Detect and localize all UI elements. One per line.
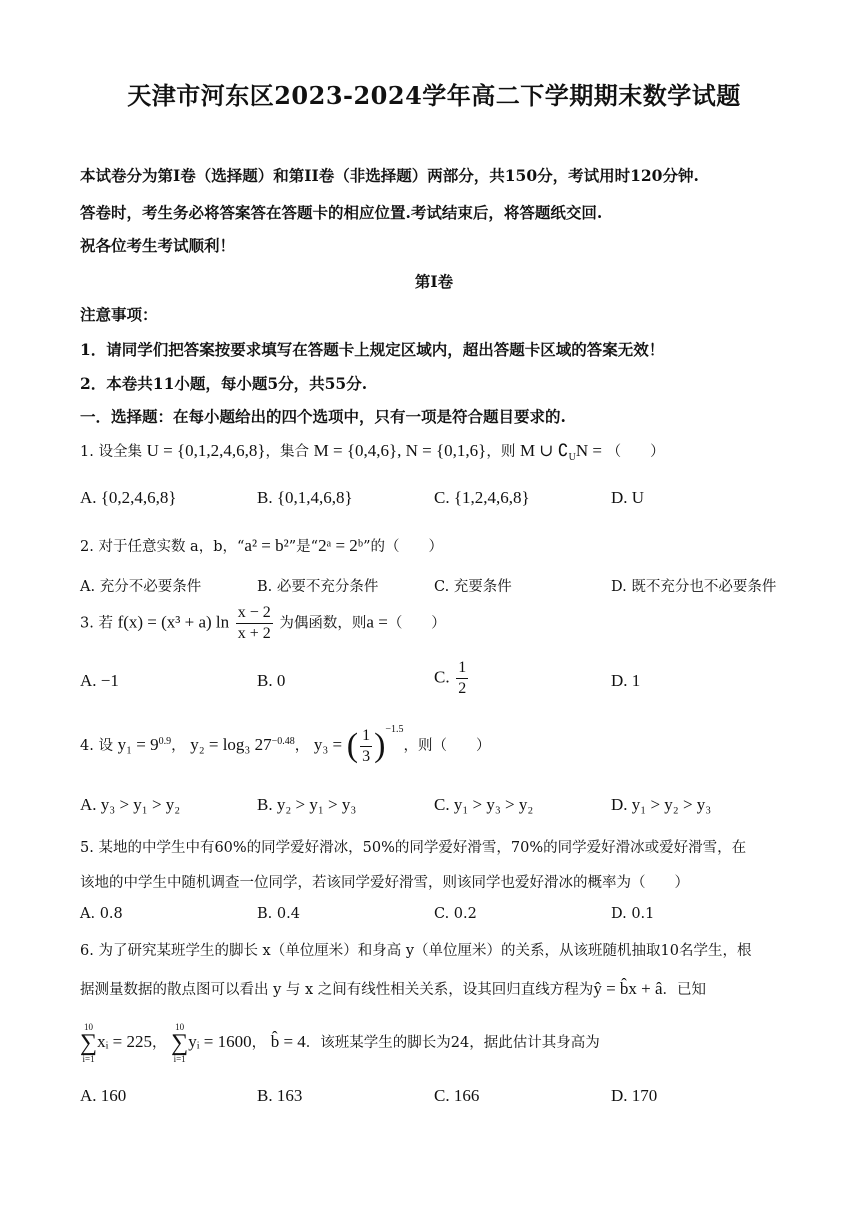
q6-sum-x-sigma: ∑ xyxy=(80,1030,98,1056)
q5-option-d[interactable]: D. 0.1 xyxy=(611,906,655,922)
q4-y1-exp: 0.9 xyxy=(158,736,172,748)
q4-prefix: 4. 设 xyxy=(80,738,113,754)
q4-y3-den: 3 xyxy=(362,747,371,765)
notes-heading: 注意事项： xyxy=(80,305,158,324)
q2-option-b[interactable]: B. 必要不充分条件 xyxy=(257,579,379,595)
q3-prefix: 3. 若 xyxy=(80,615,113,632)
q3-suffix: 为偶函数，则 xyxy=(279,615,367,632)
q3-option-c[interactable] xyxy=(434,658,470,699)
q1-expr2: N = xyxy=(575,441,602,460)
q2-cond1: a² = b² xyxy=(244,536,289,555)
q3-option-c-label: C. xyxy=(434,667,450,687)
q2-option-c[interactable]: C. 充要条件 xyxy=(434,579,512,595)
q4-y2: y₂ = log₃ 27 xyxy=(190,735,272,754)
q1-option-c[interactable]: C. {1,2,4,6,8} xyxy=(434,488,530,507)
q5-option-b[interactable]: B. 0.4 xyxy=(257,906,300,922)
intro-line-3: 祝各位考生考试顺利！ xyxy=(80,236,236,255)
intro-line-1: 本试卷分为第I卷（选择题）和第II卷（非选择题）两部分，共150分，考试用时120分钟. xyxy=(80,166,699,185)
q1-option-b[interactable]: B. {0,1,4,6,8} xyxy=(257,488,353,507)
q5-option-a[interactable]: A. 0.8 xyxy=(80,906,123,922)
q6-line-2 xyxy=(80,978,706,999)
q3-fx: f(x) = (x³ + a) ln xyxy=(117,612,230,632)
q3-option-c-fraction xyxy=(456,658,468,699)
q1-set-u: U = {0,1,2,4,6,8} xyxy=(146,441,266,460)
q6-regression-eq: ŷ = b̂x + â xyxy=(593,979,663,998)
q6-line-2a: 据测量数据的散点图可以看出 y 与 x 之间有线性相关关系，设其回归直线方程为 xyxy=(80,982,594,998)
question-4: 4. 设 $y_1 = 9^{0.9}$， y₂ = log₃ $27^{-0.48}$， y₃ = ( $\frac{1}{3}$ )$^{-1.5}$，则（ ） xyxy=(80,724,491,765)
q1-sets-mn: M = {0,4,6}, N = {0,1,6} xyxy=(313,441,487,460)
part1-heading: 一．选择题：在每小题给出的四个选项中，只有一项是符合题目要求的. xyxy=(80,407,566,426)
q6-sum-x xyxy=(80,1022,97,1064)
q2-text-c: ”的（ ） xyxy=(363,539,443,555)
q6-sum-y xyxy=(171,1022,188,1064)
q3-option-b[interactable]: B. 0 xyxy=(257,671,286,690)
q3-option-c-den: 2 xyxy=(458,680,467,697)
q1-blank: （ ） xyxy=(606,444,665,460)
q3-frac-num: x − 2 xyxy=(236,603,273,624)
q6-sum-y-bot: i=1 xyxy=(173,1054,186,1064)
q6-sum-x-value: xᵢ = 225 xyxy=(97,1032,152,1051)
q3-frac-den: x + 2 xyxy=(237,625,271,642)
q4-y1: y₁ = 9 xyxy=(117,735,159,754)
q1-mid: ，集合 xyxy=(265,444,309,460)
q3-blank: （ ） xyxy=(387,615,446,632)
q4-y3-fraction xyxy=(360,726,372,767)
q6-sum-y-sigma: ∑ xyxy=(171,1030,189,1056)
q4-paren-left: ( xyxy=(346,727,359,764)
section-title: 第I卷 xyxy=(414,272,454,291)
q6-option-d[interactable]: D. 170 xyxy=(611,1086,658,1105)
q6-option-a[interactable]: A. 160 xyxy=(80,1086,127,1105)
q4-y3-exp: −1.5 xyxy=(385,724,404,735)
intro-line-2: 答卷时，考生务必将答案答在答题卡的相应位置.考试结束后，将答题纸交回. xyxy=(80,203,603,222)
q6-line-2b: ．已知 xyxy=(662,982,707,998)
q6-option-b[interactable]: B. 163 xyxy=(257,1086,303,1105)
notes-item-2: 2．本卷共11小题，每小题5分，共55分. xyxy=(80,374,368,393)
q5-line-1: 5. 某地的中学生中有60%的同学爱好滑冰，50%的同学爱好滑雪，70%的同学爱好滑冰或爱好滑雪，在 xyxy=(80,840,747,856)
q4-y3: y₃ = xyxy=(313,735,343,754)
question-3 xyxy=(80,603,446,644)
q4-option-d[interactable]: D. y₁ > y₂ > y₃ xyxy=(611,795,712,814)
q4-option-b[interactable]: B. y₂ > y₁ > y₃ xyxy=(257,795,357,814)
q6-option-c[interactable]: C. 166 xyxy=(434,1086,480,1105)
q4-option-a[interactable]: A. y₃ > y₁ > y₂ xyxy=(80,795,181,814)
q4-then: ，则（ ） xyxy=(403,738,491,754)
q2-option-a[interactable]: A. 充分不必要条件 xyxy=(80,579,202,595)
q6-sum-x-bot: i=1 xyxy=(82,1054,95,1064)
q1-option-d[interactable]: D. U xyxy=(611,488,645,507)
q4-option-c[interactable]: C. y₁ > y₃ > y₂ xyxy=(434,795,534,814)
q1-expr: M ∪ ∁ xyxy=(519,441,569,460)
q3-option-c-num: 1 xyxy=(456,658,468,679)
q4-paren-right: ) xyxy=(374,727,386,764)
q1-then: ，则 xyxy=(486,444,516,460)
q6-line-3-tail: ．该班某学生的脚长为24，据此估计其身高为 xyxy=(305,1035,600,1051)
q4-y3-num: 1 xyxy=(360,726,372,747)
q2-text-a: 2. 对于任意实数 a，b，“ xyxy=(80,539,245,555)
q6-sum-y-top: 10 xyxy=(175,1022,185,1032)
question-1 xyxy=(80,440,665,463)
q3-option-a[interactable]: A. −1 xyxy=(80,671,119,690)
q6-sum-y-value: yᵢ = 1600 xyxy=(188,1032,252,1051)
q2-option-d[interactable]: D. 既不充分也不必要条件 xyxy=(611,579,777,595)
q5-option-c[interactable]: C. 0.2 xyxy=(434,906,477,922)
q3-option-d[interactable]: D. 1 xyxy=(611,671,641,690)
q4-y2-exp: −0.48 xyxy=(271,736,295,748)
q1-sub: U xyxy=(568,451,576,463)
q2-text-b: ”是“ xyxy=(288,539,319,555)
question-2 xyxy=(80,535,443,556)
q1-option-a[interactable]: A. {0,2,4,6,8} xyxy=(80,488,177,507)
q3-fraction xyxy=(236,603,273,644)
q2-cond2: 2ᵃ = 2ᵇ xyxy=(318,536,364,555)
q3-ask: a = xyxy=(366,612,388,632)
q6-sum-x-top: 10 xyxy=(84,1022,94,1032)
notes-item-1: 1．请同学们把答案按要求填写在答题卡上规定区域内，超出答题卡区域的答案无效！ xyxy=(80,340,665,359)
page-title: 天津市河东区2023-2024学年高二下学期期末数学试题 xyxy=(127,81,741,110)
q1-prefix: 1. 设全集 xyxy=(80,444,142,460)
q6-line-3: 10 ∑ i=1 xᵢ = 225， 10 ∑ i=1 yᵢ = 1600， b̂ = 4．该班某学生的脚长为24，据此估计其身高为 xyxy=(80,1022,600,1064)
q6-bhat: b̂ = 4 xyxy=(270,1032,306,1051)
q6-line-1: 6. 为了研究某班学生的脚长 x（单位厘米）和身高 y（单位厘米）的关系，从该班随机抽取10名学生，根 xyxy=(80,943,752,959)
q5-line-2: 该地的中学生中随机调查一位同学，若该同学爱好滑雪，则该同学也爱好滑冰的概率为（ ） xyxy=(80,875,689,891)
